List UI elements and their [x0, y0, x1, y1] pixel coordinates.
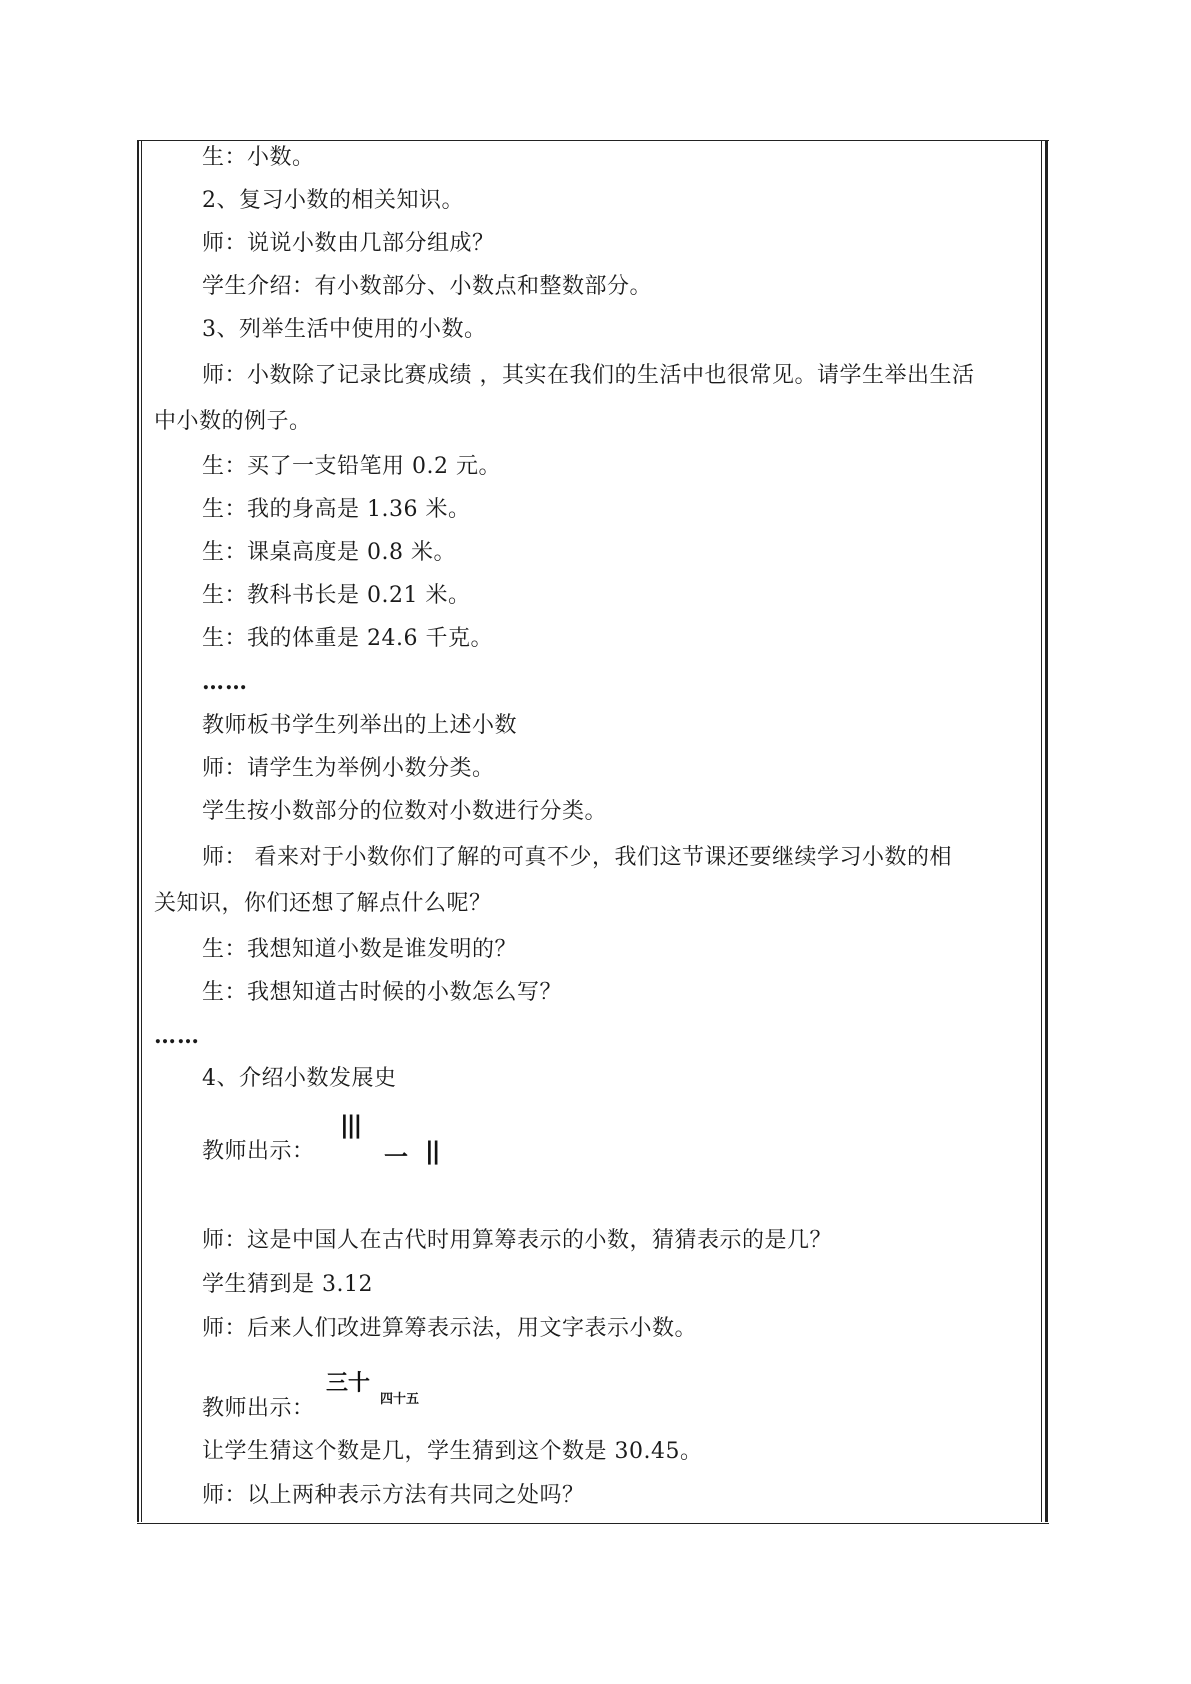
text-line: 关知识，你们还想了解点什么呢？ [154, 891, 492, 916]
counting-rod-two: || [425, 1137, 439, 1165]
text-line: 生：我的身高是 1.36 米。 [202, 497, 471, 522]
text-line: 师：说说小数由几部分组成？ [202, 231, 495, 256]
character-numeral-main: 三十 [326, 1371, 371, 1396]
character-numeral-sub: 四十五 [380, 1392, 420, 1407]
text-line: 师：请学生为举例小数分类。 [202, 756, 495, 781]
text-line: 生：我想知道古时候的小数怎么写？ [202, 980, 563, 1005]
counting-rod-dash: 一 [384, 1143, 408, 1171]
text-line: 4、介绍小数发展史 [202, 1066, 397, 1091]
text-line: 师：后来人们改进算筹表示法，用文字表示小数。 [202, 1316, 698, 1341]
text-line: 2、复习小数的相关知识。 [202, 188, 464, 213]
text-line: 生：买了一支铅笔用 0.2 元。 [202, 454, 501, 479]
text-line: 生：我的体重是 24.6 千克。 [202, 626, 493, 651]
text-line: 生：小数。 [202, 145, 315, 170]
text-line: 中小数的例子。 [154, 409, 312, 434]
text-line: 师：小数除了记录比赛成绩 ，其实在我们的生活中也很常见。请学生举出生活 [202, 363, 975, 388]
text-line: 教师板书学生列举出的上述小数 [202, 713, 518, 738]
text-line: 师： 看来对于小数你们了解的可真不少，我们这节课还要继续学习小数的相 [202, 845, 952, 870]
text-line: 师：这是中国人在古代时用算筹表示的小数，猜猜表示的是几？ [202, 1228, 833, 1253]
text-line: 师：以上两种表示方法有共同之处吗？ [202, 1483, 585, 1508]
text-line: 教师出示： [202, 1139, 315, 1164]
text-line: 学生猜到是 3.12 [202, 1272, 373, 1297]
text-line: 3、列举生活中使用的小数。 [202, 317, 487, 342]
text-line: 学生介绍：有小数部分、小数点和整数部分。 [202, 274, 653, 299]
text-line: 生：我想知道小数是谁发明的？ [202, 937, 518, 962]
text-line: 学生按小数部分的位数对小数进行分类。 [202, 799, 608, 824]
text-line: 让学生猜这个数是几，学生猜到这个数是 30.45。 [202, 1439, 703, 1464]
counting-rod-three: ||| [340, 1111, 361, 1139]
ellipsis: …… [202, 669, 248, 695]
ellipsis: …… [154, 1023, 200, 1049]
text-line: 生：教科书长是 0.21 米。 [202, 583, 471, 608]
text-line: 生：课桌高度是 0.8 米。 [202, 540, 456, 565]
text-line: 教师出示： [202, 1396, 315, 1421]
